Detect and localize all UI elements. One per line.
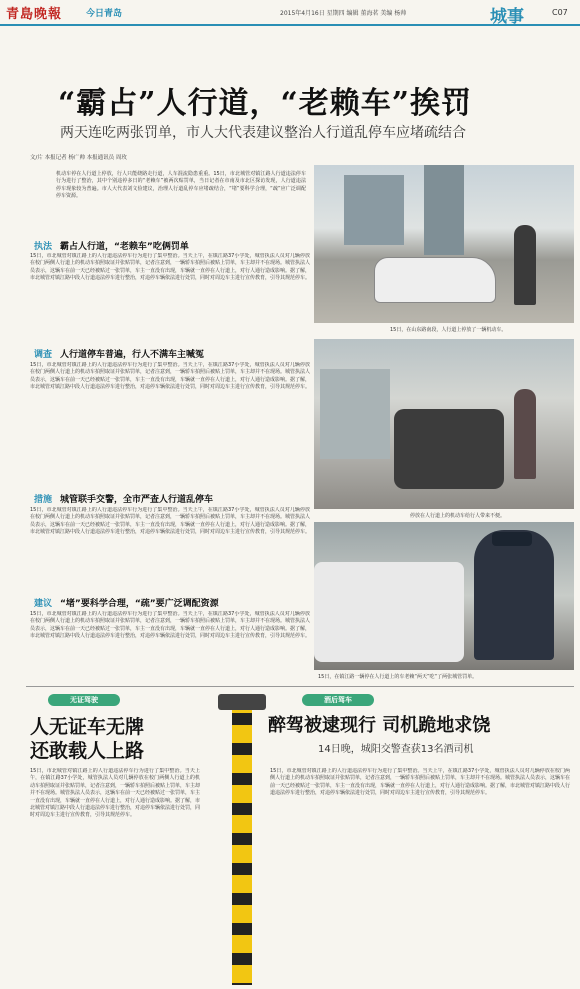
body-text-3: 15日，市北城管对镇江路上的人行道违法停车行为进行了集中整治。当天上午，在镇江路37小学处，城管执法人员对几辆停放在校门两侧人行道上的机动车拍照取证并张贴罚单，记者注意到，一辆轿车拍照后被贴上罚单，车主却并不在现场。城管执法人员表示，这辆车在前一天已经被贴过一张罚单，车主一直没有出现，车辆就一直停在人行道上，对行人通行造成影响。据了解，市北城管对镇江路中段人行道违法停车进行整治，对违停车辆依法进行处罚，同时对周边车主进行宣传教育，引导其规范停车。 (30, 507, 310, 536)
section-title: “堵”要科学合理，“疏”要广泛调配资源 (60, 599, 219, 609)
bottom-left-title-line1: 人无证车无牌 (30, 716, 145, 738)
bottom-right-body: 15日，市北城管对镇江路上的人行道违法停车行为进行了集中整治。当天上午，在镇江路37小学处，城管执法人员对几辆停放在校门两侧人行道上的机动车拍照取证并张贴罚单，记者注意到，一辆轿车拍照后被贴上罚单，车主却并不在现场。城管执法人员表示，这辆车在前一天已经被贴过一张罚单，车主一直没有出现，车辆就一直停在人行道上，对行人通行造成影响。据了解，市北城管对镇江路中段人行道违法停车进行整治，对违停车辆依法进行处罚，同时对周边车主进行宣传教育，引导其规范停车。 (270, 768, 570, 797)
section-heading-measures (34, 492, 213, 505)
bottom-right-banner: 酒后驾车 (302, 694, 374, 706)
main-headline: “霸占”人行道，“老赖车”挨罚 (58, 86, 473, 121)
photo2-caption: 停放在人行道上的机动车给行人带来不便。 (410, 513, 506, 519)
section-heading-enforcement (34, 239, 189, 252)
barrier-cap-graphic (218, 694, 266, 710)
section-heading-suggestion (34, 596, 219, 609)
section-title: 霸占人行道，“老赖车”吃俩罚单 (60, 242, 189, 252)
section-title: 人行道停车普遍，行人不满车主喊冤 (60, 350, 205, 360)
newspaper-logo: 青島晚報 (6, 7, 63, 22)
bottom-left-title-line2: 还敢载人上路 (30, 740, 145, 762)
bottom-left-banner: 无证驾驶 (48, 694, 120, 706)
issue-meta: 2015年4月16日 星期四 编辑 董海茗 美编 杨帅 (280, 10, 407, 17)
section-title: 城管联手交警，全市严查人行道乱停车 (60, 495, 214, 505)
section-tag: 建议 (34, 599, 53, 609)
section-title: 城事 (490, 7, 524, 27)
body-text-2: 15日，市北城管对镇江路上的人行道违法停车行为进行了集中整治。当天上午，在镇江路37小学处，城管执法人员对几辆停放在校门两侧人行道上的机动车拍照取证并张贴罚单，记者注意到，一辆轿车拍照后被贴上罚单，车主却并不在现场。城管执法人员表示，这辆车在前一天已经被贴过一张罚单，车主一直没有出现，车辆就一直停在人行道上，对行人通行造成影响。据了解，市北城管对镇江路中段人行道违法停车进行整治，对违停车辆依法进行处罚，同时对周边车主进行宣传教育，引导其规范停车。 (30, 362, 310, 391)
photo1-caption: 15日，在山东路南段，人行道上停放了一辆机动车。 (390, 327, 507, 333)
byline: 文/片 本报记者 杨广帅 本报通讯员 周玫 (30, 155, 127, 161)
section-tag: 执法 (34, 242, 53, 252)
section-tag: 调查 (34, 350, 53, 360)
lead-paragraph: 机动车停在人行道上停放，行人只能绕路走行道，人车混流隐患重重。15日，市北城管对镇江路人行道违法停车行为进行了整治，其中个别违停多日的“老赖车”被两次贴罚单，当日记者在市南及市北区探访发现，人行道违法停车现象较为普遍。市人大代表刘文俭建议，治理人行道乱停车应堵疏结合，“堵”要科学合理，“疏”应广泛调配停车资源。 (56, 171, 306, 200)
photo-officer-ticket (314, 522, 574, 670)
bottom-right-title: 醉驾被逮现行 司机跪地求饶 (268, 715, 491, 736)
section-tag: 措施 (34, 495, 53, 505)
body-text-4: 15日，市北城管对镇江路上的人行道违法停车行为进行了集中整治。当天上午，在镇江路37小学处，城管执法人员对几辆停放在校门两侧人行道上的机动车拍照取证并张贴罚单，记者注意到，一辆轿车拍照后被贴上罚单，车主却并不在现场。城管执法人员表示，这辆车在前一天已经被贴过一张罚单，车主一直没有出现，车辆就一直停在人行道上，对行人通行造成影响。据了解，市北城管对镇江路中段人行道违法停车进行整治，对违停车辆依法进行处罚，同时对周边车主进行宣传教育，引导其规范停车。 (30, 611, 310, 640)
column-label: 今日青岛 (86, 9, 123, 19)
main-subhead: 两天连吃两张罚单，市人大代表建议整治人行道乱停车应堵疏结合 (60, 125, 466, 141)
barrier-pole-graphic (232, 695, 252, 985)
photo-parked-cars (314, 339, 574, 509)
body-text-1: 15日，市北城管对镇江路上的人行道违法停车行为进行了集中整治。当天上午，在镇江路37小学处，城管执法人员对几辆停放在校门两侧人行道上的机动车拍照取证并张贴罚单，记者注意到，一辆轿车拍照后被贴上罚单，车主却并不在现场。城管执法人员表示，这辆车在前一天已经被贴过一张罚单，车主一直没有出现，车辆就一直停在人行道上，对行人通行造成影响。据了解，市北城管对镇江路中段人行道违法停车进行整治，对违停车辆依法进行处罚，同时对周边车主进行宣传教育，引导其规范停车。 (30, 253, 310, 282)
page-number: C07 (552, 8, 568, 17)
bottom-right-subtitle: 14日晚，城阳交警查获13名酒司机 (318, 744, 474, 755)
photo3-caption: 15日，在镇江路一辆停在人行道上的车老赖“两天”吃“了两张城管罚单。 (318, 674, 478, 680)
photo-sidewalk-car (314, 165, 574, 323)
section-heading-survey (34, 347, 204, 360)
bottom-left-body: 15日，市北城管对镇江路上的人行道违法停车行为进行了集中整治。当天上午，在镇江路37小学处，城管执法人员对几辆停放在校门两侧人行道上的机动车拍照取证并张贴罚单，记者注意到，一辆轿车拍照后被贴上罚单，车主却并不在现场。城管执法人员表示，这辆车在前一天已经被贴过一张罚单，车主一直没有出现，车辆就一直停在人行道上，对行人通行造成影响。据了解，市北城管对镇江路中段人行道违法停车进行整治，对违停车辆依法进行处罚，同时对周边车主进行宣传教育，引导其规范停车。 (30, 768, 200, 819)
section-divider (26, 686, 574, 687)
